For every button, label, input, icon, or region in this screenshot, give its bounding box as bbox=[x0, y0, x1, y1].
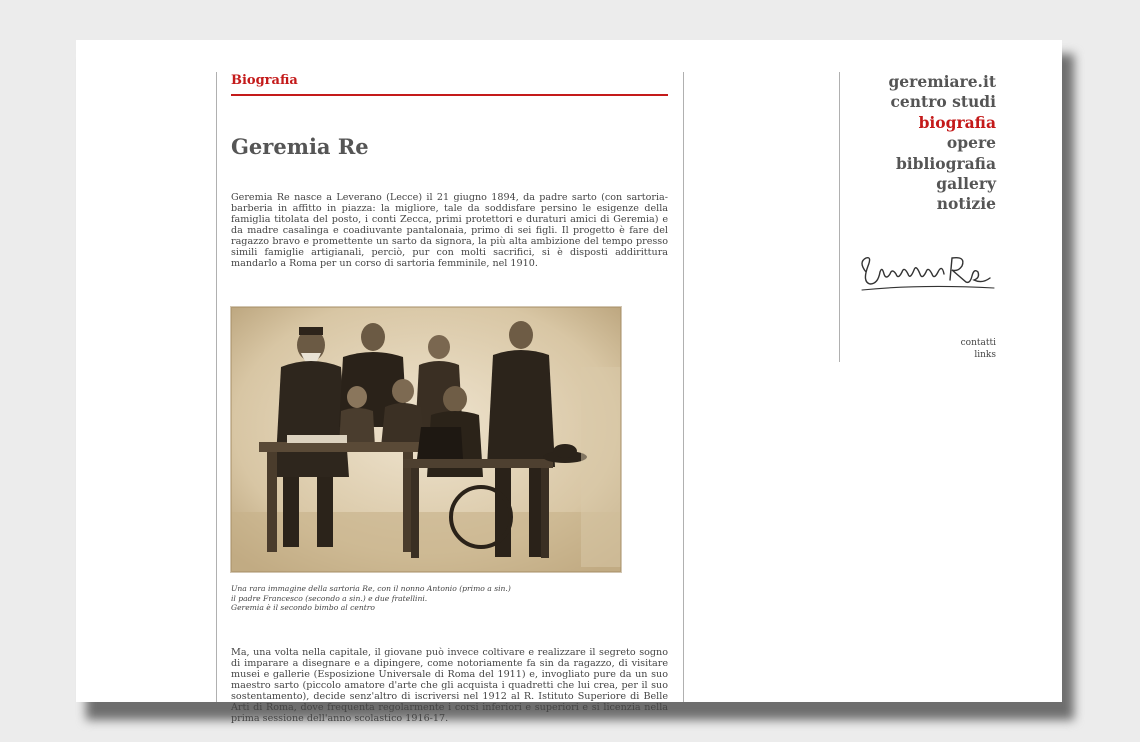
nav-item-opere[interactable]: opere bbox=[946, 133, 996, 153]
main-content bbox=[231, 72, 668, 724]
link-contatti[interactable]: contatti bbox=[960, 338, 996, 348]
signature-image bbox=[852, 250, 998, 294]
caption-line: Una rara immagine della sartoria Re, con il nonno Antonio (primo a sin.) bbox=[231, 584, 511, 593]
nav-divider bbox=[839, 72, 840, 362]
page-title: Geremia Re bbox=[231, 134, 369, 159]
paragraph-1: Geremia Re nasce a Leverano (Lecce) il 21 giugno 1894, da padre sarto (con sartoria-barberia in affitto in piazza: la migliore, tale da soddisfare persino le esigenze della famiglia titolata del posto, i conti Zecca, primi protettori e duraturi amici di Geremia) e da madre casalinga e coadiuvante pantalonaia, primo di sei figli. Il progetto è fare del ragazzo bravo e promettente un sarto da signora, la più alta ambizione del tempo presso simili famiglie artigianali, perciò, pur con molti sacrifici, si è disposti addirittura mandarlo a Roma per un corso di sartoria femminile, nel 1910. bbox=[231, 192, 668, 269]
nav-item-bibliografia[interactable]: bibliografia bbox=[895, 153, 996, 173]
paragraph-2: Ma, una volta nella capitale, il giovane può invece coltivare e realizzare il segreto sogno di imparare a disegnare e a dipingere, come notoriamente fa sin da ragazzo, di visitare musei e gallerie (Esposizione Universale di Roma del 1911) e, invogliato pure da un suo maestro sarto (piccolo amatore d'arte che gli acquista i quadretti che lui crea, per il suo sostentamento), decide senz'altro di iscriversi nel 1912 al R. Istituto Superiore di Belle Arti di Roma, dove frequenta regolarmente i corsi inferiori e superiori e si licenzia nella prima sessione dell'anno scolastico 1916-17. bbox=[231, 646, 668, 724]
nav-item-geremiare[interactable]: geremiare.it bbox=[888, 72, 996, 91]
page bbox=[76, 40, 1062, 724]
footer-links bbox=[961, 337, 996, 361]
caption-line: Geremia è il secondo bimbo al centro bbox=[231, 603, 375, 612]
link-links[interactable]: links bbox=[974, 350, 996, 360]
nav-item-biografia[interactable]: biografia bbox=[918, 112, 996, 132]
historic-photo bbox=[231, 307, 621, 572]
photo-caption bbox=[231, 584, 668, 613]
historic-photo-illustration bbox=[231, 307, 621, 572]
content-divider bbox=[683, 72, 684, 702]
main-nav bbox=[888, 72, 996, 215]
nav-item-centro-studi[interactable]: centro studi bbox=[890, 92, 996, 112]
nav-item-gallery[interactable]: gallery bbox=[936, 174, 996, 194]
section-title: Biografia bbox=[231, 72, 668, 96]
caption-line: il padre Francesco (secondo a sin.) e due fratellini. bbox=[231, 593, 428, 603]
left-divider bbox=[216, 72, 217, 702]
nav-item-notizie[interactable]: notizie bbox=[936, 194, 996, 214]
